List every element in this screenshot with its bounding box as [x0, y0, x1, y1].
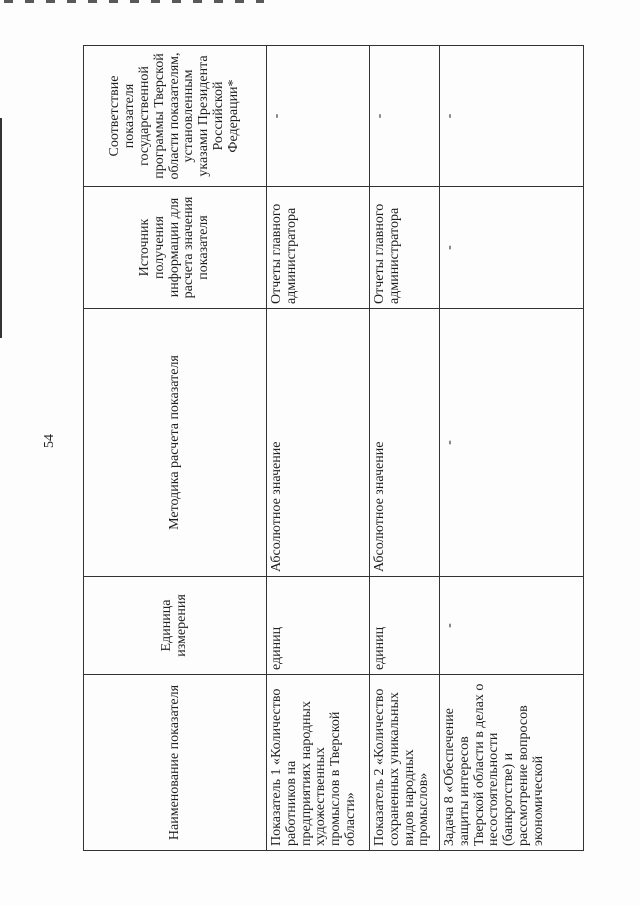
cell-indicator-name: Задача 8 «Обеспечение защиты интересов Тверской области в делах о несостоятельности (банкротстве) и рассмотрение вопросов экономической — [440, 675, 584, 851]
cell-indicator-name: Показатель 2 «Количество сохраненных уникальных видов народных промыслов» — [370, 675, 440, 851]
scan-artifact-top — [4, 0, 264, 3]
cell-information-source: Отчеты главного администратора — [370, 187, 440, 309]
cell-compliance: - — [440, 46, 584, 187]
cell-compliance: - — [267, 46, 370, 187]
table-header-row — [84, 46, 267, 851]
indicator-table — [83, 45, 584, 851]
cell-indicator-name: Показатель 1 «Количество работников на предприятиях народных художественных промыслов в Тверской области» — [267, 675, 370, 851]
cell-information-source: - — [440, 187, 584, 309]
cell-calculation-method: - — [440, 309, 584, 577]
table-row — [370, 46, 440, 851]
page-number: 54 — [42, 434, 57, 448]
cell-information-source: Отчеты главного администратора — [267, 187, 370, 309]
cell-calculation-method: Абсолютное значение — [267, 309, 370, 577]
cell-unit: единиц — [267, 577, 370, 675]
cell-compliance: - — [370, 46, 440, 187]
cell-unit: - — [440, 577, 584, 675]
cell-calculation-method: Абсолютное значение — [370, 309, 440, 577]
cell-unit: единиц — [370, 577, 440, 675]
table-row — [440, 46, 584, 851]
header-information-source: Источник получения информации для расчета значения показателя — [84, 187, 267, 309]
table-row — [267, 46, 370, 851]
scan-artifact-left-edge — [0, 118, 2, 338]
indicator-table-rotated — [83, 46, 583, 851]
header-unit: Единица измерения — [84, 577, 267, 675]
header-indicator-name: Наименование показателя — [84, 675, 267, 851]
header-calculation-method: Методика расчета показателя — [84, 309, 267, 577]
header-compliance: Соответствие показателя государственной программы Тверской области показателям, установленным указами Президента Российской Федерации* — [84, 46, 267, 187]
